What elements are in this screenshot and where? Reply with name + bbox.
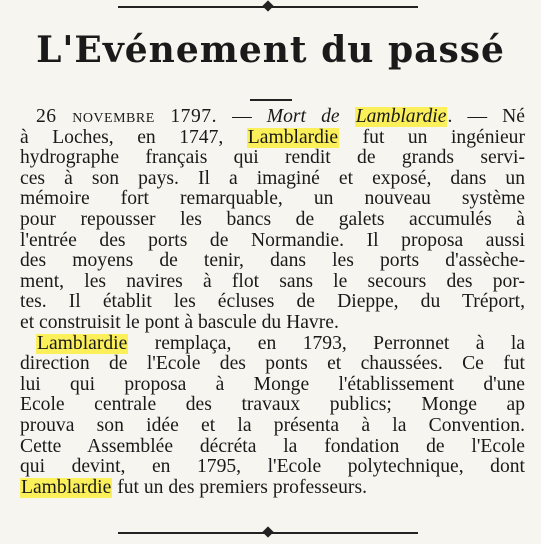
article-line: pour repousser les bancs de galets accumulés à bbox=[20, 209, 525, 230]
article-heading: Mort de Lamblardie bbox=[266, 107, 447, 127]
highlighted-name: Lamblardie bbox=[247, 127, 339, 148]
article-line: qui devint, en 1795, l'Ecole polytechnique, dont bbox=[20, 457, 525, 478]
article-line: l'entrée des ports de Normandie. Il proposa aussi bbox=[20, 230, 525, 251]
article-line: ment, les navires à flot sans le secours des por- bbox=[20, 271, 525, 292]
bottom-diamond-ornament bbox=[262, 526, 273, 537]
title-divider bbox=[250, 99, 292, 101]
article-line: mémoire fort remarquable, un nouveau système bbox=[20, 189, 525, 210]
article-line: Lamblardie remplaça, en 1793, Perronnet à la bbox=[37, 333, 525, 354]
article-date: 26 novembre 1797. bbox=[36, 107, 217, 127]
article-line: Ecole centrale des travaux publics; Monge ap bbox=[20, 395, 525, 416]
article-line: lui qui proposa à Monge l'établissement d'une bbox=[20, 374, 525, 395]
top-ornament-rule bbox=[118, 6, 418, 8]
article-line: hydrographe français qui rendit de grands servi- bbox=[20, 148, 525, 169]
top-diamond-ornament bbox=[262, 0, 273, 11]
article-line: Lamblardie fut un des premiers professeurs. bbox=[21, 477, 367, 498]
article-line: tes. Il établit les écluses de Dieppe, du Tréport, bbox=[20, 292, 525, 313]
article-line: ces à son pays. Il a imaginé et exposé, dans un bbox=[20, 168, 525, 189]
highlighted-name: Lamblardie bbox=[355, 107, 447, 127]
bottom-ornament-rule bbox=[118, 532, 418, 534]
article-body bbox=[20, 107, 525, 498]
column-title: L'Evénement du passé bbox=[36, 29, 505, 71]
article-line: 26 novembre 1797. — Mort de Lamblardie. — Né bbox=[36, 107, 525, 127]
article-line: prouva son idée et la présenta à la Convention. bbox=[20, 415, 525, 436]
article-line: Cette Assemblée décréta la fondation de l'Ecole bbox=[20, 436, 525, 457]
article-line: des moyens de tenir, dans les ports d'assèche- bbox=[20, 251, 525, 272]
article-line: direction de l'Ecole des ponts et chaussées. Ce fut bbox=[20, 354, 525, 375]
highlighted-name: Lamblardie bbox=[21, 477, 112, 498]
article-line: et construisit le pont à bascule du Havre. bbox=[20, 312, 339, 333]
article-line: à Loches, en 1747, Lamblardie fut un ingénieur bbox=[20, 127, 525, 148]
highlighted-name: Lamblardie bbox=[37, 333, 128, 354]
